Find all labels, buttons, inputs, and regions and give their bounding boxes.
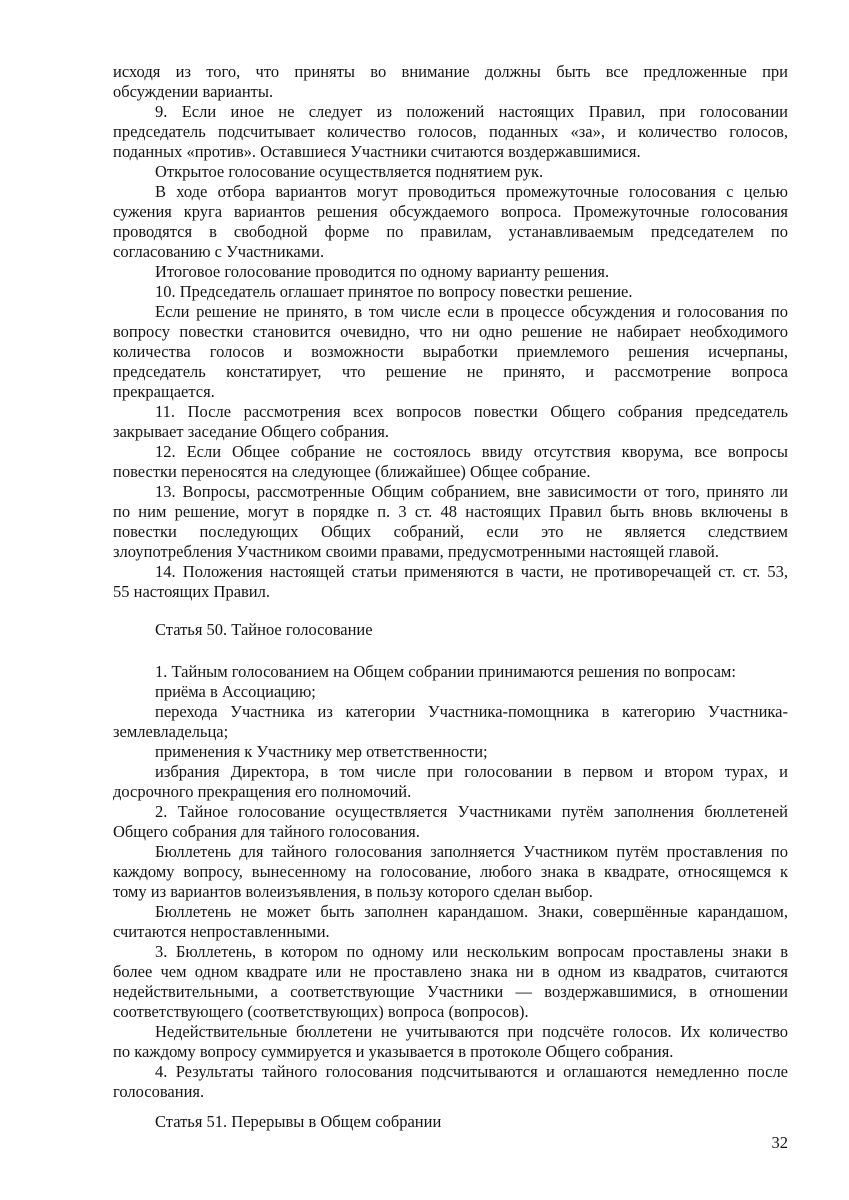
text-line: недействительными, а соответствующие Участники — воздержавшимися, в отношении — [113, 982, 788, 1001]
text-line: председатель подсчитывает количество голосов, поданных «за», и количество голосов, — [113, 122, 788, 141]
text-line: Общего собрания для тайного голосования. — [113, 822, 420, 841]
text-line: обсуждении варианты. — [113, 82, 274, 101]
text-block — [113, 62, 788, 1132]
text-line: количества голосов и возможности выработки приемлемого решения исчерпаны, — [113, 342, 788, 361]
text-line: 13. Вопросы, рассмотренные Общим собранием, вне зависимости от того, принято ли — [155, 482, 788, 501]
text-line: 55 настоящих Правил. — [113, 582, 270, 601]
text-line: Если решение не принято, в том числе если в процессе обсуждения и голосования по — [155, 302, 788, 321]
text-line: перехода Участника из категории Участника-помощника в категорию Участника- — [155, 702, 788, 721]
text-line: по ним решение, могут в порядке п. 3 ст. 48 настоящих Правил быть вновь включены в — [113, 502, 788, 521]
text-line: повестки переносятся на следующее (ближайшее) Общее собрание. — [113, 462, 591, 481]
text-line: исходя из того, что приняты во внимание должны быть все предложенные при — [113, 62, 788, 81]
text-line: прекращается. — [113, 382, 215, 401]
text-line: Недействительные бюллетени не учитываются при подсчёте голосов. Их количество — [155, 1022, 788, 1041]
text-line: Открытое голосование осуществляется поднятием рук. — [155, 162, 544, 181]
text-line: приёма в Ассоциацию; — [155, 682, 316, 701]
text-line: каждому вопросу, вынесенному на голосование, любого знака в квадрате, относящемся к — [113, 862, 788, 881]
text-line: 4. Результаты тайного голосования подсчитываются и оглашаются немедленно после — [155, 1062, 788, 1081]
text-line: тому из вариантов волеизъявления, в пользу которого сделан выбор. — [113, 882, 593, 901]
text-line: по каждому вопросу суммируется и указывается в протоколе Общего собрания. — [113, 1042, 674, 1061]
text-line: проводятся в свободной форме по правилам, устанавливаемым председателем по — [113, 222, 788, 241]
text-line: 12. Если Общее собрание не состоялось ввиду отсутствия кворума, все вопросы — [155, 442, 788, 461]
text-line: согласованию с Участниками. — [113, 242, 325, 261]
text-line: сужения круга вариантов решения обсуждаемого вопроса. Промежуточные голосования — [113, 202, 788, 221]
text-line: Итоговое голосование проводится по одному варианту решения. — [155, 262, 610, 281]
text-line: считаются непроставленными. — [113, 922, 330, 941]
text-line: злоупотребления Участником своими правами, предусмотренными настоящей главой. — [113, 542, 719, 561]
text-line: 1. Тайным голосованием на Общем собрании принимаются решения по вопросам: — [155, 662, 736, 681]
text-line: 2. Тайное голосование осуществляется Участниками путём заполнения бюллетеней — [155, 802, 788, 821]
text-line: более чем одном квадрате или не проставлено знака ни в одном из квадратов, считаются — [113, 962, 788, 981]
text-line: применения к Участнику мер ответственности; — [155, 742, 488, 761]
text-line: 14. Положения настоящей статьи применяются в части, не противоречащей ст. ст. 53, — [155, 562, 788, 581]
page-number: 32 — [771, 1133, 788, 1152]
text-line: вопросу повестки становится очевидно, что ни одно решение не набирает необходимого — [113, 322, 788, 341]
text-line: председатель констатирует, что решение не принято, и рассмотрение вопроса — [113, 362, 788, 381]
text-line: В ходе отбора вариантов могут проводиться промежуточные голосования с целью — [155, 182, 788, 201]
text-line: избрания Директора, в том числе при голосовании в первом и втором турах, и — [155, 762, 788, 781]
text-line: Бюллетень для тайного голосования заполняется Участником путём проставления по — [155, 842, 788, 861]
text-line: соответствующего (соответствующих) вопроса (вопросов). — [113, 1002, 529, 1021]
text-line: Бюллетень не может быть заполнен карандашом. Знаки, совершённые карандашом, — [155, 902, 788, 921]
text-line: 10. Председатель оглашает принятое по вопросу повестки решение. — [155, 282, 633, 301]
text-line: закрывает заседание Общего собрания. — [113, 422, 390, 441]
text-line: землевладельца; — [113, 722, 229, 741]
article-51-heading: Статья 51. Перерывы в Общем собрании — [155, 1112, 442, 1131]
text-line: 11. После рассмотрения всех вопросов повестки Общего собрания председатель — [155, 402, 788, 421]
text-line: поданных «против». Оставшиеся Участники считаются воздержавшимися. — [113, 142, 641, 161]
article-50-heading: Статья 50. Тайное голосование — [155, 620, 373, 639]
text-line: 9. Если иное не следует из положений настоящих Правил, при голосовании — [155, 102, 788, 121]
text-line: 3. Бюллетень, в котором по одному или нескольким вопросам проставлены знаки в — [155, 942, 788, 961]
text-line: голосования. — [113, 1082, 205, 1101]
text-line: повестки последующих Общих собраний, если это не является следствием — [113, 522, 788, 541]
text-line: досрочного прекращения его полномочий. — [113, 782, 412, 801]
